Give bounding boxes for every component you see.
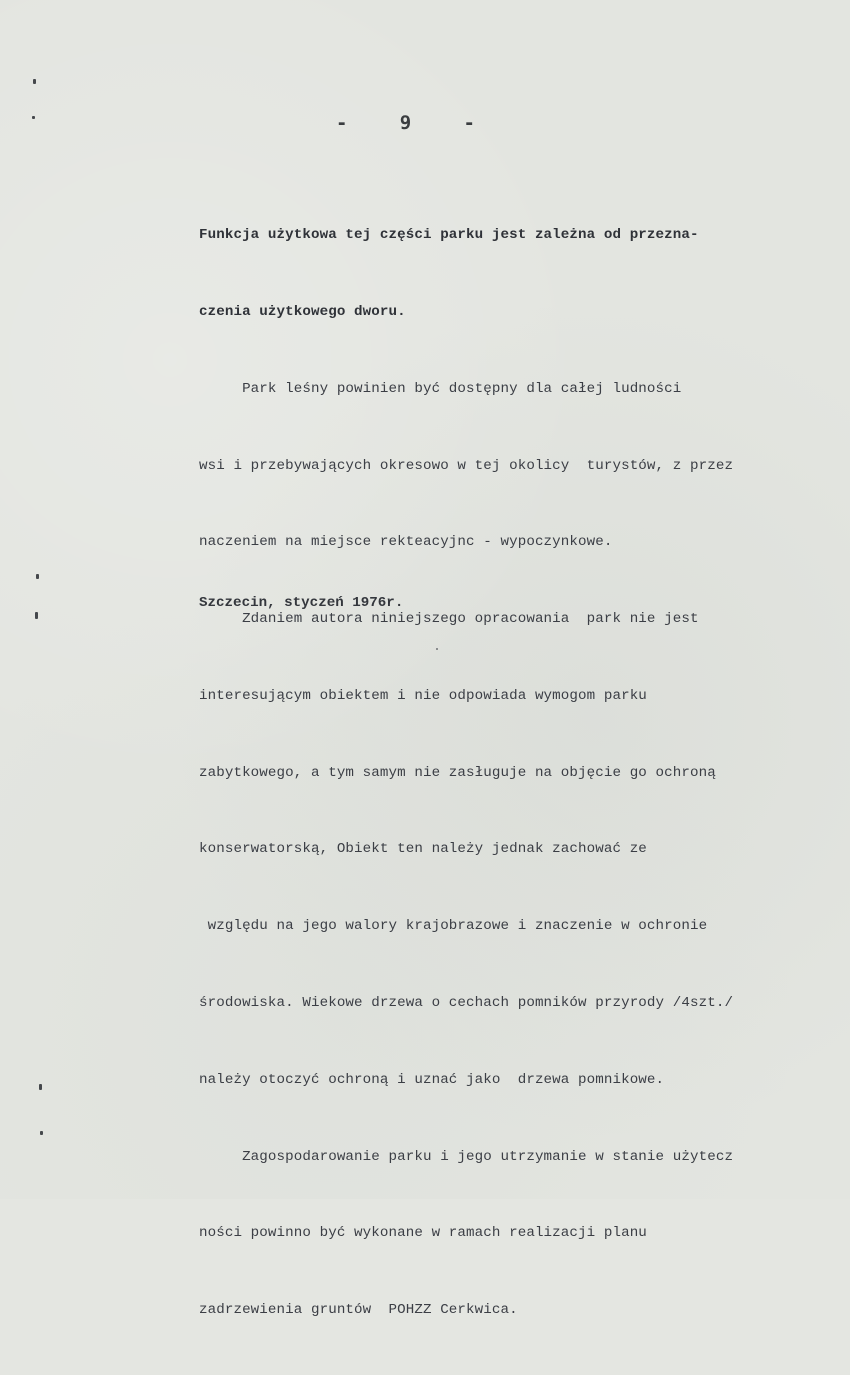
- margin-mark: [39, 1084, 42, 1090]
- page-number-dash-right: -: [463, 112, 476, 134]
- text-line: względu na jego walory krajobrazowe i znaczenie w ochronie: [199, 918, 708, 935]
- page-number-dash-left: -: [336, 112, 349, 134]
- text-line: wsi i przebywających okresowo w tej okolicy turystów, z przez: [199, 457, 734, 474]
- text-line: konserwatorską, Obiekt ten należy jednak zachować ze: [199, 841, 647, 858]
- margin-mark: [40, 1131, 43, 1135]
- page-number-value: 9: [399, 112, 413, 134]
- body-text: [199, 172, 850, 1375]
- margin-mark: [36, 574, 39, 579]
- text-line: należy otoczyć ochroną i uznać jako drzewa pomnikowe.: [199, 1071, 665, 1088]
- text-line: ności powinno być wykonane w ramach realizacji planu: [199, 1225, 647, 1242]
- text-line: środowiska. Wiekowe drzewa o cechach pomników przyrody /4szt./: [199, 995, 734, 1011]
- text-line: Zagospodarowanie parku i jego utrzymanie w stanie użytecz: [199, 1148, 734, 1165]
- margin-mark: [32, 116, 35, 119]
- text-line: Park leśny powinien być dostępny dla całej ludności: [199, 380, 682, 397]
- text-line: Zdaniem autora niniejszego opracowania park nie jest: [199, 611, 699, 628]
- margin-mark: [33, 79, 36, 84]
- text-line: naczeniem na miejsce rekteacyjnc - wypoczynkowe.: [199, 534, 613, 551]
- page-number: [336, 112, 476, 134]
- text-line: Funkcja użytkowa tej części parku jest zależna od przezna-: [199, 227, 699, 244]
- text-line: czenia użytkowego dworu.: [199, 303, 406, 320]
- text-line: interesującym obiektem i nie odpowiada wymogom parku: [199, 687, 647, 704]
- text-line: zadrzewienia gruntów POHZZ Cerkwica.: [199, 1302, 518, 1319]
- place-and-date: Szczecin, styczeń 1976r.: [199, 595, 404, 611]
- margin-mark: [35, 612, 38, 619]
- text-line: zabytkowego, a tym samym nie zasługuje na objęcie go ochroną: [199, 764, 716, 781]
